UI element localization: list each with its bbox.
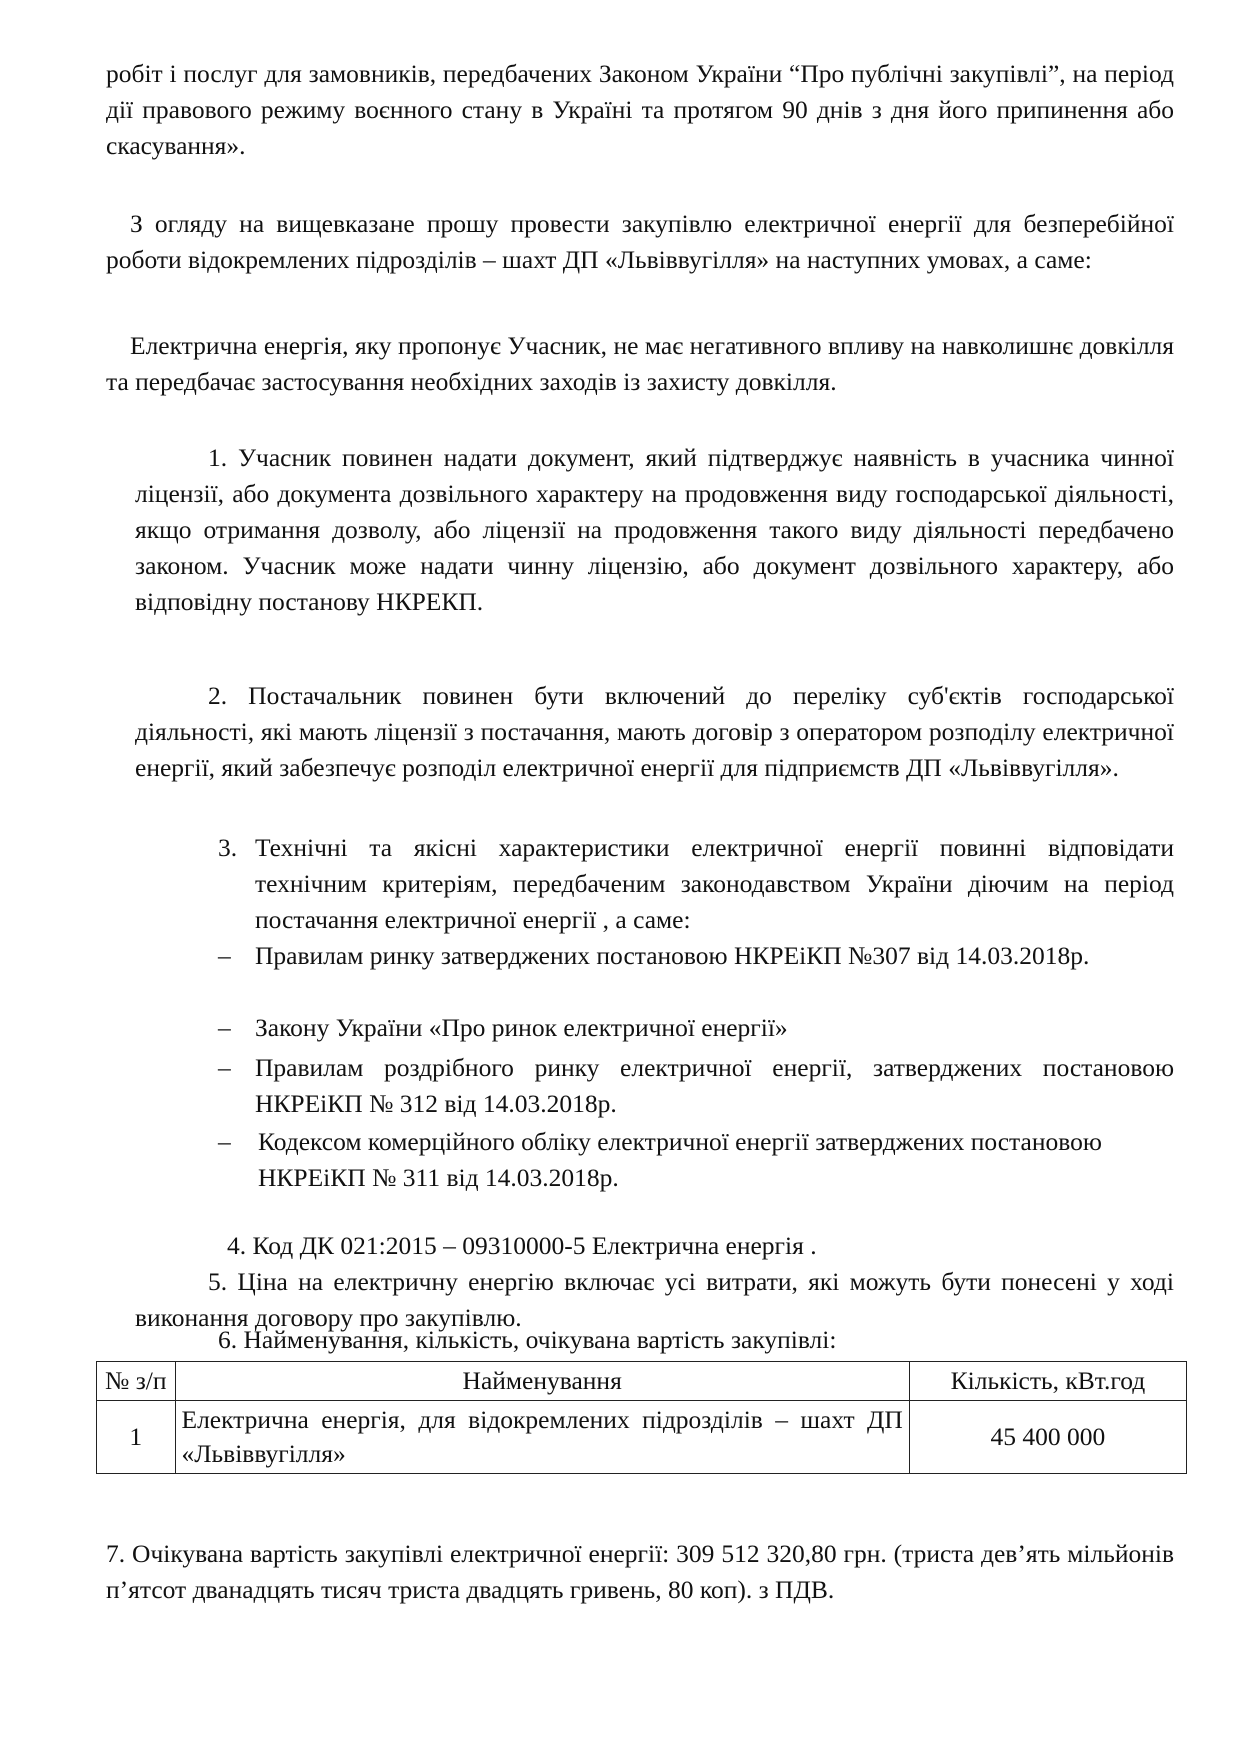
table-row [97, 1401, 1187, 1474]
table-header-row [97, 1362, 1187, 1401]
paragraph-continuation: робіт і послуг для замовників, передбачених Законом України “Про публічні закупівлі”, на період дії правового режиму воєнного стану в Україні та протягом 90 днів з дня його припинення або скасування». [106, 59, 1174, 160]
header-quantity: Кількість, кВт.год [909, 1362, 1186, 1401]
regulation-text: Кодексом комерційного обліку електричної енергії затверджених постановою НКРЕіКП № 311 від 14.03.2018р. [258, 1127, 1102, 1192]
dash-bullet: – [218, 1127, 231, 1156]
regulation-text: Правилам ринку затверджених постановою НКРЕіКП №307 від 14.03.2018р. [255, 941, 1090, 970]
requirement-item-6: 6. Найменування, кількість, очікувана вартість закупівлі: [218, 1325, 837, 1354]
row-number: 1 [97, 1401, 176, 1474]
regulation-text: Закону України «Про ринок електричної енергії» [255, 1013, 788, 1042]
paragraph-environment: Електрична енергія, яку пропонує Учасник, не має негативного впливу на навколишнє довкілля та передбачає застосування необхідних заходів із захисту довкілля. [106, 331, 1174, 396]
requirement-item-5: 5. Ціна на електричну енергію включає усі витрати, які можуть бути понесені у ході виконання договору про закупівлю. [135, 1267, 1174, 1332]
regulation-list-item [218, 938, 1174, 974]
paragraph-request: З огляду на вищевказане прошу провести закупівлю електричної енергії для безперебійної роботи відокремлених підрозділів – шахт ДП «Львіввугілля» на наступних умовах, а саме: [106, 209, 1174, 274]
row-name: Електрична енергія, для відокремлених підрозділів – шахт ДП «Львіввугілля» [175, 1401, 909, 1474]
item-3-text: Технічні та якісні характеристики електричної енергії повинні відповідати технічним критеріям, передбаченим законодавством України діючим на період постачання електричної енергії , а саме: [255, 833, 1174, 934]
requirement-item-2: 2. Постачальник повинен бути включений до переліку суб'єктів господарської діяльності, які мають ліцензії з постачання, мають договір з оператором розподілу електричної енергії, який забезпечує розподіл електричної енергії для підприємств ДП «Львіввугілля». [135, 681, 1174, 782]
requirement-item-1: 1. Учасник повинен надати документ, який підтверджує наявність в учасника чинної ліцензії, або документа дозвільного характеру на продовження виду господарської діяльності, якщо отримання дозволу, або ліцензії на продовження такого виду діяльності передбачено законом. Учасник може надати чинну ліцензію, або документ дозвільного характеру, або відповідну постанову НКРЕКП. [135, 443, 1174, 616]
dash-bullet: – [218, 1053, 231, 1082]
regulation-text: Правилам роздрібного ринку електричної енергії, затверджених постановою НКРЕіКП № 312 від 14.03.2018р. [255, 1053, 1174, 1118]
regulation-list-item [218, 1124, 1174, 1196]
dash-bullet: – [218, 1013, 231, 1042]
header-name: Найменування [175, 1362, 909, 1401]
dash-bullet: – [218, 941, 231, 970]
requirement-item-4: 4. Код ДК 021:2015 – 09310000-5 Електрична енергія . [227, 1231, 817, 1260]
header-number: № з/п [97, 1362, 176, 1401]
procurement-table [96, 1361, 1187, 1474]
requirement-item-7: 7. Очікувана вартість закупівлі електричної енергії: 309 512 320,80 грн. (триста дев’ять мільйонів п’ятсот дванадцять тисяч триста двадцять гривень, 80 коп). з ПДВ. [106, 1539, 1174, 1604]
row-quantity: 45 400 000 [909, 1401, 1186, 1474]
regulation-list-item [218, 1050, 1174, 1122]
requirement-item-3 [218, 830, 1174, 938]
regulation-list-item [218, 1010, 1174, 1046]
item-3-number: 3. [218, 833, 238, 862]
